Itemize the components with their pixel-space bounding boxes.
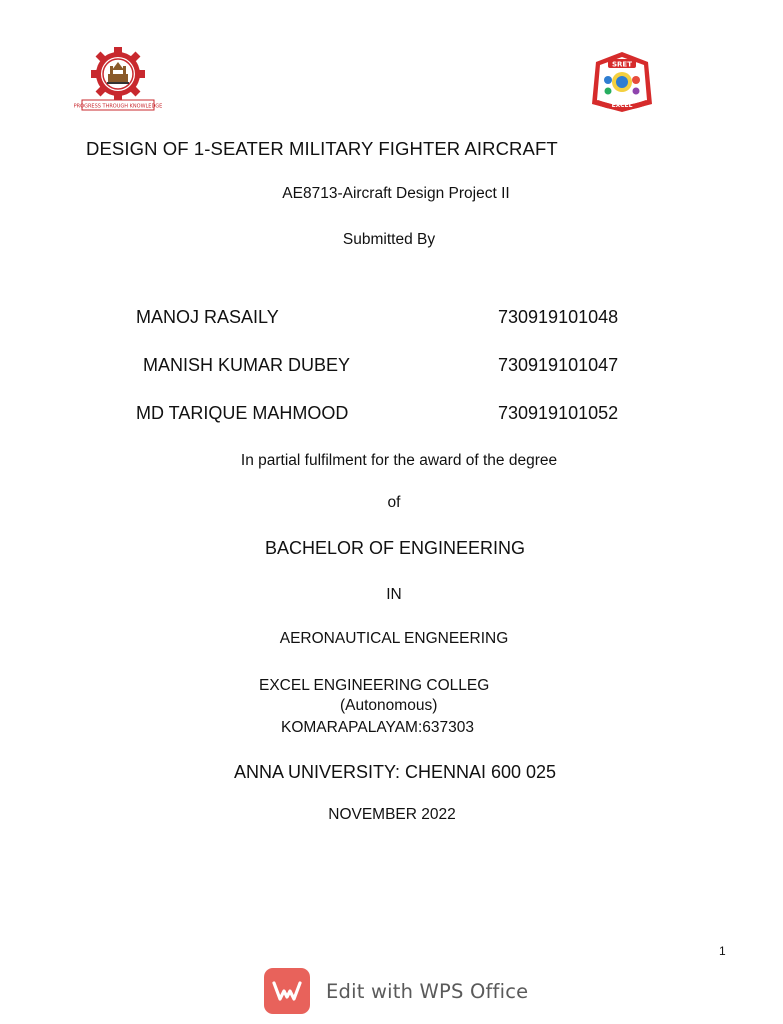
wps-watermark[interactable] — [264, 968, 528, 1014]
in-text: IN — [386, 586, 402, 603]
submitted-by-label: Submitted By — [342, 231, 436, 248]
student-reg-no: 730919101048 — [498, 307, 619, 327]
college-place: KOMARAPALAYAM:637303 — [281, 719, 474, 736]
logo-top-text: SRET — [612, 60, 632, 69]
wps-logo-icon — [264, 968, 310, 1014]
course-code: AE8713-Aircraft Design Project II — [282, 185, 510, 202]
logo-motto: PROGRESS THROUGH KNOWLEDGE — [73, 103, 163, 110]
department-name: AERONAUTICAL ENGNEERING — [279, 630, 509, 647]
college-name: EXCEL ENGINEERING COLLEG — [259, 677, 490, 694]
submission-date: NOVEMBER 2022 — [328, 806, 456, 823]
anna-university-logo — [73, 44, 163, 112]
student-name: MANOJ RASAILY — [136, 307, 279, 327]
university-name: ANNA UNIVERSITY: CHENNAI 600 025 — [233, 762, 557, 782]
degree-name: BACHELOR OF ENGINEERING — [264, 538, 526, 558]
student-reg-no: 730919101052 — [498, 403, 619, 423]
wps-watermark-text: Edit with WPS Office — [326, 979, 529, 1003]
of-text: of — [387, 494, 401, 511]
student-name: MD TARIQUE MAHMOOD — [136, 403, 349, 423]
student-reg-no: 730919101047 — [498, 355, 619, 375]
college-status: (Autonomous) — [340, 697, 438, 714]
excel-college-logo — [586, 50, 658, 114]
logo-bottom-text: EXCEL — [611, 102, 633, 109]
partial-fulfilment-text: In partial fulfilment for the award of the degree — [240, 452, 558, 469]
page-number: 1 — [719, 944, 726, 958]
student-name: MANISH KUMAR DUBEY — [143, 355, 351, 375]
project-title: DESIGN OF 1-SEATER MILITARY FIGHTER AIRCRAFT — [86, 138, 558, 159]
